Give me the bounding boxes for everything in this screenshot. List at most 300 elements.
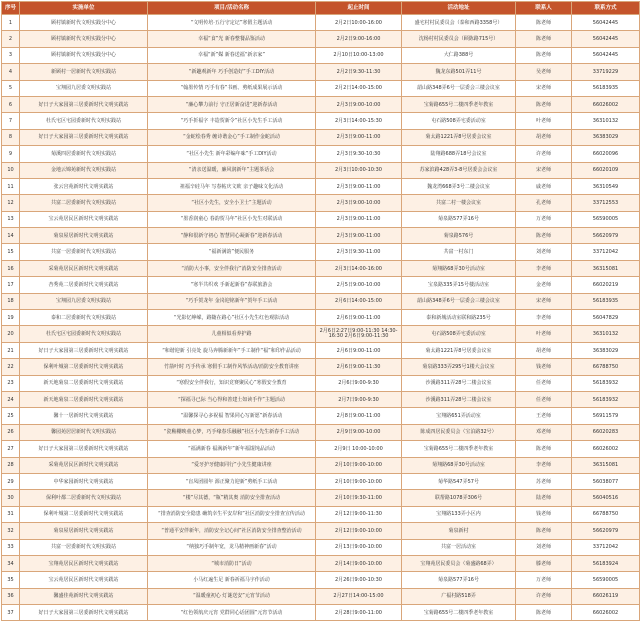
cell-address: 菊华路547弄57号 [402, 473, 516, 489]
cell-time: 2月3日9:00-10:00 [316, 195, 402, 211]
table-row [2, 457, 640, 473]
table-row [2, 539, 640, 555]
cell-phone: 56047829 [572, 310, 640, 326]
cell-address: 菊泉新村 [402, 523, 516, 539]
cell-contact: 陈老师 [516, 605, 572, 621]
cell-unit: 菊泉屋居新时代文明实践站 [20, 228, 148, 244]
cell-index: 7 [2, 113, 20, 129]
table-row [2, 408, 640, 424]
cell-contact: 胡老师 [516, 342, 572, 358]
cell-address: 宝菊路655号二楼四季老年教室 [402, 605, 516, 621]
table-row [2, 473, 640, 489]
cell-activity: “清亲送温暖，廉风润新年”主题茶话会 [148, 162, 316, 178]
cell-activity: “楼”尽其德，“瓶”精其奥 消防安全排查活动 [148, 490, 316, 506]
cell-phone: 36315081 [572, 457, 640, 473]
cell-activity: “廉心攀力前行 守正居新奋进”迎新春活动 [148, 96, 316, 112]
cell-index: 16 [2, 260, 20, 276]
cell-time: 2月2日10:00-16:00 [316, 15, 402, 31]
cell-activity: “福满新春 福满新年”新年福馄饨品活动 [148, 441, 316, 457]
cell-time: 2月6日9:00-11:00 [316, 310, 402, 326]
cell-unit: 采菊苑居民区新时代文明实践站 [20, 457, 148, 473]
cell-unit: 杏秀苑二居委新时代文明实践站 [20, 277, 148, 293]
cell-time: 2月12日9:00-11:30 [316, 506, 402, 522]
cell-index: 29 [2, 473, 20, 489]
cell-phone: 56038077 [572, 473, 640, 489]
cell-phone: 33712553 [572, 195, 640, 211]
cell-phone: 66026002 [572, 441, 640, 457]
cell-unit: 菊泉屋居新时代文明实践站 [20, 523, 148, 539]
cell-unit: 好日子大家园第三居委新时代文明实践站 [20, 441, 148, 457]
cell-time: 2月3日9:00-11:00 [316, 211, 402, 227]
cell-contact: 吴老师 [516, 64, 572, 80]
cell-contact: 陈老师 [516, 228, 572, 244]
table-row [2, 523, 640, 539]
cell-contact: 王老师 [516, 408, 572, 424]
cell-activity: “温馨探寻心多祝福 智果同心写新愿”新春活动 [148, 408, 316, 424]
cell-activity: “福新满韵”便民服务 [148, 244, 316, 260]
cell-contact: 叶老师 [516, 326, 572, 342]
cell-time: 2月3日10:00-10:30 [316, 162, 402, 178]
cell-time: 2月28日9:00-11:00 [316, 605, 402, 621]
cell-activity: “消防大小事，安全伴我行”消防安全排查活动 [148, 260, 316, 276]
cell-address: 菊泉路333弄295号1楼大会议室 [402, 359, 516, 375]
cell-address: 陈成四居民委员会（宝泊路32号） [402, 424, 516, 440]
cell-phone: 56183932 [572, 375, 640, 391]
cell-contact: 戚老师 [516, 178, 572, 194]
table-row [2, 342, 640, 358]
cell-time: 2月13日9:00-10:00 [316, 539, 402, 555]
cell-address: 宝翔路651弄活动室 [402, 408, 516, 424]
cell-unit: 顾村镇新时代文明实践分中心 [20, 31, 148, 47]
cell-activity: “寒半共织欢 手新起新春”春联旅游会 [148, 277, 316, 293]
cell-time: 2月6日2:27日9:00-11:30 14:30-16:30 2月6日9:00-11:30 [316, 326, 402, 342]
cell-phone: 56040516 [572, 490, 640, 506]
cell-phone: 66788750 [572, 506, 640, 522]
cell-phone: 56183924 [572, 555, 640, 571]
cell-index: 26 [2, 424, 20, 440]
cell-address: 沙溪路311弄28号二楼会议室 [402, 375, 516, 391]
cell-contact: 宋老师 [516, 293, 572, 309]
cell-address: 菊翔路68弄30号活动室 [402, 457, 516, 473]
cell-address: 宝翔苑居民委员会（菊盛路68弄） [402, 555, 516, 571]
header-time: 起止时间 [316, 2, 402, 15]
cell-index: 23 [2, 375, 20, 391]
cell-address: 韶山路348弄6号一层委会三楼会议室 [402, 80, 516, 96]
cell-unit: 宝云苑居民区新时代文明实践站 [20, 572, 148, 588]
table-row [2, 211, 640, 227]
cell-unit: 共富二居委新时代文明实践站 [20, 195, 148, 211]
cell-time: 2月3日14:00-16:00 [316, 260, 402, 276]
cell-contact: 钱老师 [516, 506, 572, 522]
table-row [2, 490, 640, 506]
table-row [2, 162, 640, 178]
cell-time: 2月12日9:00-10:00 [316, 523, 402, 539]
cell-activity: “红色领航庆元宵 党群同心话团圆”元宵节活动 [148, 605, 316, 621]
cell-unit: 张云宫苑新时代文明实践站 [20, 178, 148, 194]
cell-address: 菊泉路577弄16号 [402, 211, 516, 227]
cell-unit: 共富一居委新时代文明实践站 [20, 244, 148, 260]
cell-index: 28 [2, 457, 20, 473]
cell-time: 2月8日9:00-11:00 [316, 408, 402, 424]
cell-time: 2月2日14:00-15:00 [316, 80, 402, 96]
cell-contact: 任老师 [516, 391, 572, 407]
cell-unit: 顾村镇新时代文明实践分中心 [20, 47, 148, 63]
cell-address: 魏龙湾668弄3号二楼会议室 [402, 178, 516, 194]
cell-phone: 33712042 [572, 539, 640, 555]
cell-phone: 66026119 [572, 588, 640, 604]
cell-address: 盛宅村村民委员会（泰和西路3358号） [402, 15, 516, 31]
table-row [2, 15, 640, 31]
table-row [2, 424, 640, 440]
cell-phone: 66026002 [572, 605, 640, 621]
cell-phone: 56183935 [572, 80, 640, 96]
cell-index: 4 [2, 64, 20, 80]
cell-index: 3 [2, 47, 20, 63]
cell-address: 泰和新城活动室联和路235号 [402, 310, 516, 326]
cell-unit: 好日子大家园第三居委新时代文明实践站 [20, 605, 148, 621]
cell-phone: 36383029 [572, 129, 640, 145]
cell-address: 宝菊路655号二楼四季老年教室 [402, 96, 516, 112]
cell-unit: 顾村镇新时代文明实践分中心 [20, 15, 148, 31]
cell-activity: “巧手折福字 丰造贺新令”社区小先生手工活动 [148, 113, 316, 129]
table-row [2, 129, 640, 145]
cell-index: 18 [2, 293, 20, 309]
cell-unit: 共富一居委新时代文明实践站 [20, 539, 148, 555]
cell-contact: 钱老师 [516, 359, 572, 375]
table-row [2, 555, 640, 571]
header-contact: 联系人 [516, 2, 572, 15]
cell-time: 2月3日9:00-11:00 [316, 129, 402, 145]
cell-address: 屯石路508弄宅委活动室 [402, 326, 516, 342]
cell-time: 2月6日9:00-11:00 [316, 342, 402, 358]
cell-address: 韶山路348弄6号一层委会三楼会议室 [402, 293, 516, 309]
cell-phone: 56590005 [572, 211, 640, 227]
cell-index: 35 [2, 572, 20, 588]
cell-time: 2月3日14:00-15:30 [316, 113, 402, 129]
table-row [2, 228, 640, 244]
cell-phone: 66020283 [572, 424, 640, 440]
cell-index: 15 [2, 244, 20, 260]
cell-phone: 66788750 [572, 359, 640, 375]
cell-unit: 金地云锦苑新时代文明实践站 [20, 162, 148, 178]
table-row [2, 178, 640, 194]
cell-phone: 56620979 [572, 228, 640, 244]
table-row [2, 506, 640, 522]
cell-time: 2月10日9:30-11:00 [316, 490, 402, 506]
cell-address: 沈杨村村民委员会（顾陈路715号） [402, 31, 516, 47]
cell-unit: 中华家园新时代文明实践站 [20, 473, 148, 489]
cell-activity: “寒假安全伴我行，知识竞赛聚民心”寒假安全教育 [148, 375, 316, 391]
cell-phone: 36315081 [572, 260, 640, 276]
cell-time: 2月3日9:30-10:30 [316, 146, 402, 162]
cell-address: 宝菊路655号二楼四季老年教室 [402, 441, 516, 457]
cell-time: 2月5日9:00-10:00 [316, 277, 402, 293]
cell-phone: 66020219 [572, 277, 640, 293]
cell-address: 大仁路388号 [402, 47, 516, 63]
activity-table [1, 1, 640, 621]
table-row [2, 588, 640, 604]
cell-address: 宝泉路335弄15号楼活动室 [402, 277, 516, 293]
cell-phone: 36310132 [572, 113, 640, 129]
cell-index: 21 [2, 342, 20, 358]
cell-time: 2月3日9:00-11:00 [316, 228, 402, 244]
cell-index: 10 [2, 162, 20, 178]
table-body [2, 15, 640, 621]
cell-index: 14 [2, 228, 20, 244]
cell-contact: 陈老师 [516, 15, 572, 31]
cell-unit: 宝翔园九居委文明实践站 [20, 293, 148, 309]
cell-contact: 陈老师 [516, 47, 572, 63]
cell-contact: 叶老师 [516, 113, 572, 129]
cell-time: 2月10日9:00-10:00 [316, 457, 402, 473]
table-row [2, 31, 640, 47]
cell-activity: “翰墨传情 巧手有春”书画、剪纸成果展示活动 [148, 80, 316, 96]
cell-unit: 好日子大家园第三居委新时代文明实践站 [20, 342, 148, 358]
cell-address: 宝翔路133弄小区内 [402, 506, 516, 522]
cell-time: 2月6日9:00-11:30 [316, 359, 402, 375]
cell-activity: “静和很新守初心 智慧同心凝新春”迎新春活动 [148, 228, 316, 244]
cell-index: 11 [2, 178, 20, 194]
table-row [2, 375, 640, 391]
cell-activity: “社区小先生，安全小卫士”主题活动 [148, 195, 316, 211]
cell-index: 34 [2, 555, 20, 571]
cell-phone: 56620979 [572, 523, 640, 539]
cell-contact: 万老师 [516, 211, 572, 227]
cell-index: 22 [2, 359, 20, 375]
cell-index: 1 [2, 15, 20, 31]
cell-phone: 56590005 [572, 572, 640, 588]
cell-time: 2月10日9:00-10:00 [316, 473, 402, 489]
cell-time: 2月6日14:00-15:00 [316, 293, 402, 309]
header-index: 序号 [2, 2, 20, 15]
cell-unit: 新天地菊泉二居委新时代文明实践站 [20, 375, 148, 391]
cell-activity: “新趣观新年 巧手创造好”手工DIY活动 [148, 64, 316, 80]
cell-time: 2月6日9:00-9:30 [316, 375, 402, 391]
table-row [2, 96, 640, 112]
cell-index: 24 [2, 391, 20, 407]
cell-unit: 保利叶城第二居委新时代文明实践站 [20, 359, 148, 375]
cell-contact: 李老师 [516, 457, 572, 473]
cell-contact: 许老师 [516, 588, 572, 604]
cell-address: 菊翔路68弄30号活动室 [402, 260, 516, 276]
cell-unit: 宝云苑居民区新时代文明实践站 [20, 211, 148, 227]
table-row [2, 195, 640, 211]
cell-unit: 泰和二居委新时代文明实践站 [20, 310, 148, 326]
cell-activity: “墨香润童心 春韵贺马年”社区小先生对联活动 [148, 211, 316, 227]
cell-phone: 33719229 [572, 64, 640, 80]
cell-activity: “探福寻已际 当心得和善建土如读手作”主题活动 [148, 391, 316, 407]
cell-activity: “文明传培·五行守定记”寒假主题活动 [148, 15, 316, 31]
cell-index: 9 [2, 146, 20, 162]
table-row [2, 260, 640, 276]
cell-contact: 陆老师 [516, 490, 572, 506]
cell-index: 8 [2, 129, 20, 145]
cell-address: 菊泉路576号 [402, 228, 516, 244]
cell-activity: “温暖童初心 灯谜送安”元宵节活动 [148, 588, 316, 604]
cell-phone: 56042445 [572, 31, 640, 47]
cell-index: 27 [2, 441, 20, 457]
cell-activity: “普通平安伴新年，消防安全记心间”社区消防安全排查整治活动 [148, 523, 316, 539]
cell-phone: 66026002 [572, 96, 640, 112]
cell-contact: 李老师 [516, 310, 572, 326]
cell-index: 5 [2, 80, 20, 96]
cell-activity: “城市消防日”活动 [148, 555, 316, 571]
table-row [2, 47, 640, 63]
table-row [2, 113, 640, 129]
cell-activity: “爱牙护牙健康同行”小先生健康讲座 [148, 457, 316, 473]
cell-index: 33 [2, 539, 20, 555]
cell-time: 2月9日9:00-10:00 [316, 424, 402, 440]
cell-address: 共富一居活动室 [402, 539, 516, 555]
cell-time: 2月7日9:00-9:30 [316, 391, 402, 407]
cell-index: 19 [2, 310, 20, 326]
cell-index: 36 [2, 588, 20, 604]
cell-address: 魏龙东路501弄11号 [402, 64, 516, 80]
cell-activity: 小马红遍生足 新春祈福马字作活动 [148, 572, 316, 588]
cell-activity: “瓷釉棚映童心梦，巧手缘春乐融融”社区小先生新春手工活动 [148, 424, 316, 440]
table-row [2, 293, 640, 309]
cell-index: 25 [2, 408, 20, 424]
cell-unit: 菊溪四居委新时代文明实践站 [20, 146, 148, 162]
cell-address: 联帮路1078弄306号 [402, 490, 516, 506]
cell-phone: 56911579 [572, 408, 640, 424]
cell-time: 2月14日9:00-10:00 [316, 555, 402, 571]
table-row [2, 277, 640, 293]
header-activity: 项目/活动名称 [148, 2, 316, 15]
cell-index: 6 [2, 96, 20, 112]
cell-activity: 幸福“新”媒 新春送福“新亲家” [148, 47, 316, 63]
cell-address: 菊太路1221弄8号居委会议室 [402, 129, 516, 145]
cell-index: 32 [2, 523, 20, 539]
cell-unit: 新顾村一居新时代文明实践站 [20, 64, 148, 80]
cell-contact: 陈老师 [516, 523, 572, 539]
table-row [2, 80, 640, 96]
cell-phone: 66020096 [572, 146, 640, 162]
cell-contact: 刘老师 [516, 244, 572, 260]
table-row [2, 359, 640, 375]
cell-index: 37 [2, 605, 20, 621]
cell-time: 2月2日9:00-16:00 [316, 31, 402, 47]
cell-activity: 祖福辛硅马年 写春帖庆文欧 亲子趣味文化活动 [148, 178, 316, 194]
table-row [2, 572, 640, 588]
cell-contact: 李老师 [516, 260, 572, 276]
cell-unit: 馨园苑居居新时代文明实践站 [20, 424, 148, 440]
cell-unit: 新天地菊泉二居委新时代文明实践站 [20, 391, 148, 407]
cell-time: 2月3日9:00-10:00 [316, 96, 402, 112]
cell-contact: 万老师 [516, 572, 572, 588]
cell-phone: 36310132 [572, 326, 640, 342]
cell-address: 沙溪路311弄28号二楼会议室 [402, 391, 516, 407]
cell-unit: 好日子大家园第三居委新时代文明实践站 [20, 129, 148, 145]
table-row [2, 244, 640, 260]
cell-time: 2月27日14:00-15:00 [316, 588, 402, 604]
cell-index: 20 [2, 326, 20, 342]
table-row [2, 146, 640, 162]
cell-index: 2 [2, 31, 20, 47]
cell-index: 12 [2, 195, 20, 211]
cell-unit: 馨盛佳苑新时代文明实践站 [20, 588, 148, 604]
cell-unit: 宝翔苑居民区新时代文明实践站 [20, 555, 148, 571]
cell-contact: 胡老师 [516, 129, 572, 145]
cell-activity: “盲凤团圆年 源正聚力迎新”剪纸手工活动 [148, 473, 316, 489]
table-row [2, 605, 640, 621]
cell-address: 菊泉路577弄16号 [402, 572, 516, 588]
cell-activity: “金蛇绘春秀 缠诗谐金心”手工制作金蛇活动 [148, 129, 316, 145]
header-unit: 实施单位 [20, 2, 148, 15]
cell-phone: 66020109 [572, 162, 640, 178]
cell-index: 30 [2, 490, 20, 506]
table-row [2, 326, 640, 342]
cell-activity: 竹箭叶时 巧手传承 寒假手工制作风筝活动/消防安全教育讲座 [148, 359, 316, 375]
cell-contact: 苏老师 [516, 473, 572, 489]
cell-address: 菊太路1221弄8号居委会议室 [402, 342, 516, 358]
cell-contact: 滕老师 [516, 555, 572, 571]
cell-contact: 陈老师 [516, 31, 572, 47]
cell-unit: 宝翔园九居委文明实践站 [20, 80, 148, 96]
cell-address: 共富一村东门 [402, 244, 516, 260]
cell-address: 广福村路518弄 [402, 588, 516, 604]
cell-unit: 好日子大家园第三居委新时代文明实践站 [20, 96, 148, 112]
cell-address: 屯石路508弄宅委活动室 [402, 113, 516, 129]
cell-time: 2月3日9:30-11:00 [316, 244, 402, 260]
cell-time: 2月26日9:00-10:30 [316, 572, 402, 588]
cell-contact: 陈老师 [516, 441, 572, 457]
cell-activity: “纳独巧手制年宽，龙马精神画新春”活动 [148, 539, 316, 555]
cell-time: 2月2日9:30-11:30 [316, 64, 402, 80]
cell-contact: 宋老师 [516, 80, 572, 96]
cell-address: 陆翔路688弄18号会议室 [402, 146, 516, 162]
cell-index: 13 [2, 211, 20, 227]
cell-contact: 邓老师 [516, 424, 572, 440]
cell-activity: “巧手贺龙年 金岗迎铭新年”贺年手工活动 [148, 293, 316, 309]
cell-unit: 杜氏宅区宅园委新时代文明实践站 [20, 113, 148, 129]
cell-index: 17 [2, 277, 20, 293]
cell-contact: 孔老师 [516, 195, 572, 211]
cell-unit: 杜氏宅区宅园委新时代文明实践站 [20, 326, 148, 342]
cell-contact: 宋老师 [516, 162, 572, 178]
cell-activity: 幸福“食”光 新春整餐品鉴活动 [148, 31, 316, 47]
table-row [2, 391, 640, 407]
cell-phone: 36383029 [572, 342, 640, 358]
cell-time: 2月9日 10:00-10:00 [316, 441, 402, 457]
cell-activity: “和谐迎新 引亮处 旋马奔腾新新年”手工制作“福”和印作品活动 [148, 342, 316, 358]
cell-contact: 许老师 [516, 146, 572, 162]
cell-activity: 儿童相似看养护路 [148, 326, 316, 342]
cell-unit: 馨十一居新时代文明实践站 [20, 408, 148, 424]
table-row [2, 64, 640, 80]
table-row [2, 441, 640, 457]
cell-contact: 陈老师 [516, 96, 572, 112]
cell-address: 苏家滨路428弄3-8号居委会会议室 [402, 162, 516, 178]
cell-phone: 36310549 [572, 178, 640, 194]
cell-activity: “社区小先生 新年彩编年味”手工DIY活动 [148, 146, 316, 162]
cell-time: 2月3日9:00-11:00 [316, 178, 402, 194]
cell-contact: 刘老师 [516, 539, 572, 555]
cell-index: 31 [2, 506, 20, 522]
cell-unit: 采菊苑居民区新时代文明实践站 [20, 260, 148, 276]
cell-activity: “光影忆峥嵘，路随在路心”社区小先生红色观影活动 [148, 310, 316, 326]
cell-phone: 56042445 [572, 47, 640, 63]
cell-contact: 金老师 [516, 277, 572, 293]
cell-phone: 56042445 [572, 15, 640, 31]
table-row [2, 310, 640, 326]
header-phone: 联系方式 [572, 2, 640, 15]
cell-contact: 任老师 [516, 375, 572, 391]
cell-phone: 56183935 [572, 293, 640, 309]
table-header-row [2, 2, 640, 15]
cell-phone: 33712042 [572, 244, 640, 260]
cell-activity: “排查消防安全隐患 确筑幸生平安岸和”社区消防安全排查宣传活动 [148, 506, 316, 522]
